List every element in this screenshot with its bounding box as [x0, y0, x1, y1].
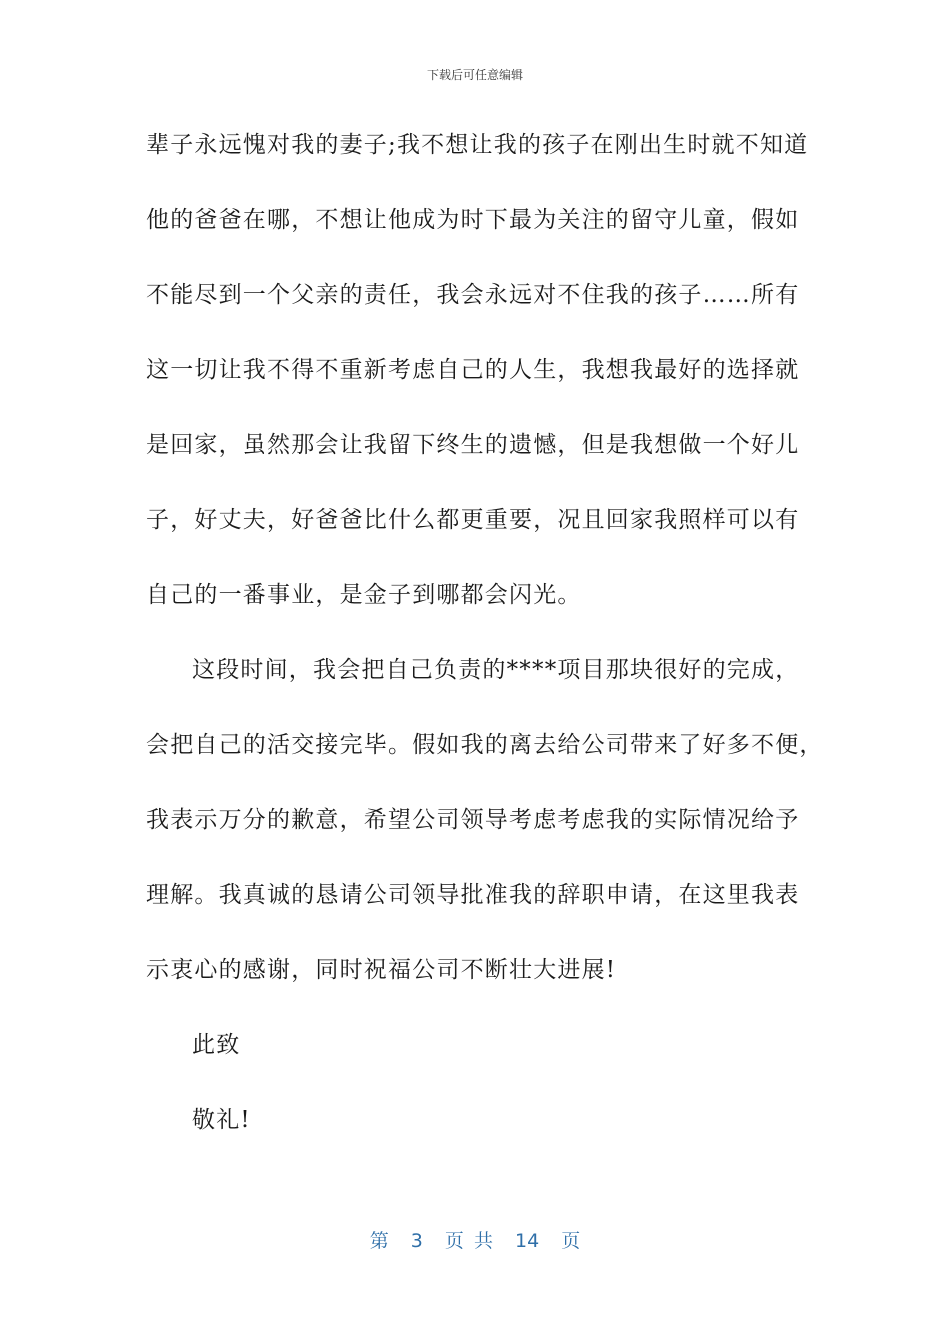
paragraph-line: 会把自己的活交接完毕。假如我的离去给公司带来了好多不便， [146, 732, 824, 758]
paragraph-line: 这段时间，我会把自己负责的****项目那块很好的完成， [192, 657, 800, 683]
current-page-number: 3 [410, 1230, 423, 1252]
paragraph-line: 不能尽到一个父亲的责任，我会永远对不住我的孩子……所有 [146, 282, 800, 308]
footer-suffix: 页 [561, 1230, 581, 1252]
paragraph-line: 示衷心的感谢，同时祝福公司不断壮大进展! [146, 957, 617, 983]
closing-salutation: 此致 [192, 1032, 241, 1058]
paragraph-line: 我表示万分的歉意，希望公司领导考虑考虑我的实际情况给予 [146, 807, 800, 833]
page-header: 下载后可任意编辑 [426, 68, 523, 82]
paragraph-line: 他的爸爸在哪，不想让他成为时下最为关注的留守儿童，假如 [146, 207, 800, 233]
closing-regards: 敬礼! [192, 1107, 251, 1133]
paragraph-line: 自己的一番事业，是金子到哪都会闪光。 [146, 582, 582, 608]
footer-prefix: 第 [369, 1230, 389, 1252]
paragraph-line: 这一切让我不得不重新考虑自己的人生，我想我最好的选择就 [146, 357, 800, 383]
paragraph-line: 是回家，虽然那会让我留下终生的遗憾，但是我想做一个好儿 [146, 432, 800, 458]
paragraph-line: 子，好丈夫，好爸爸比什么都更重要，况且回家我照样可以有 [146, 507, 800, 533]
paragraph-line: 辈子永远愧对我的妻子;我不想让我的孩子在刚出生时就不知道 [146, 132, 809, 158]
footer-middle: 页 共 [444, 1230, 493, 1252]
paragraph-line: 理解。我真诚的恳请公司领导批准我的辞职申请，在这里我表 [146, 882, 800, 908]
total-page-count: 14 [515, 1230, 540, 1252]
page-footer [0, 1226, 950, 1253]
